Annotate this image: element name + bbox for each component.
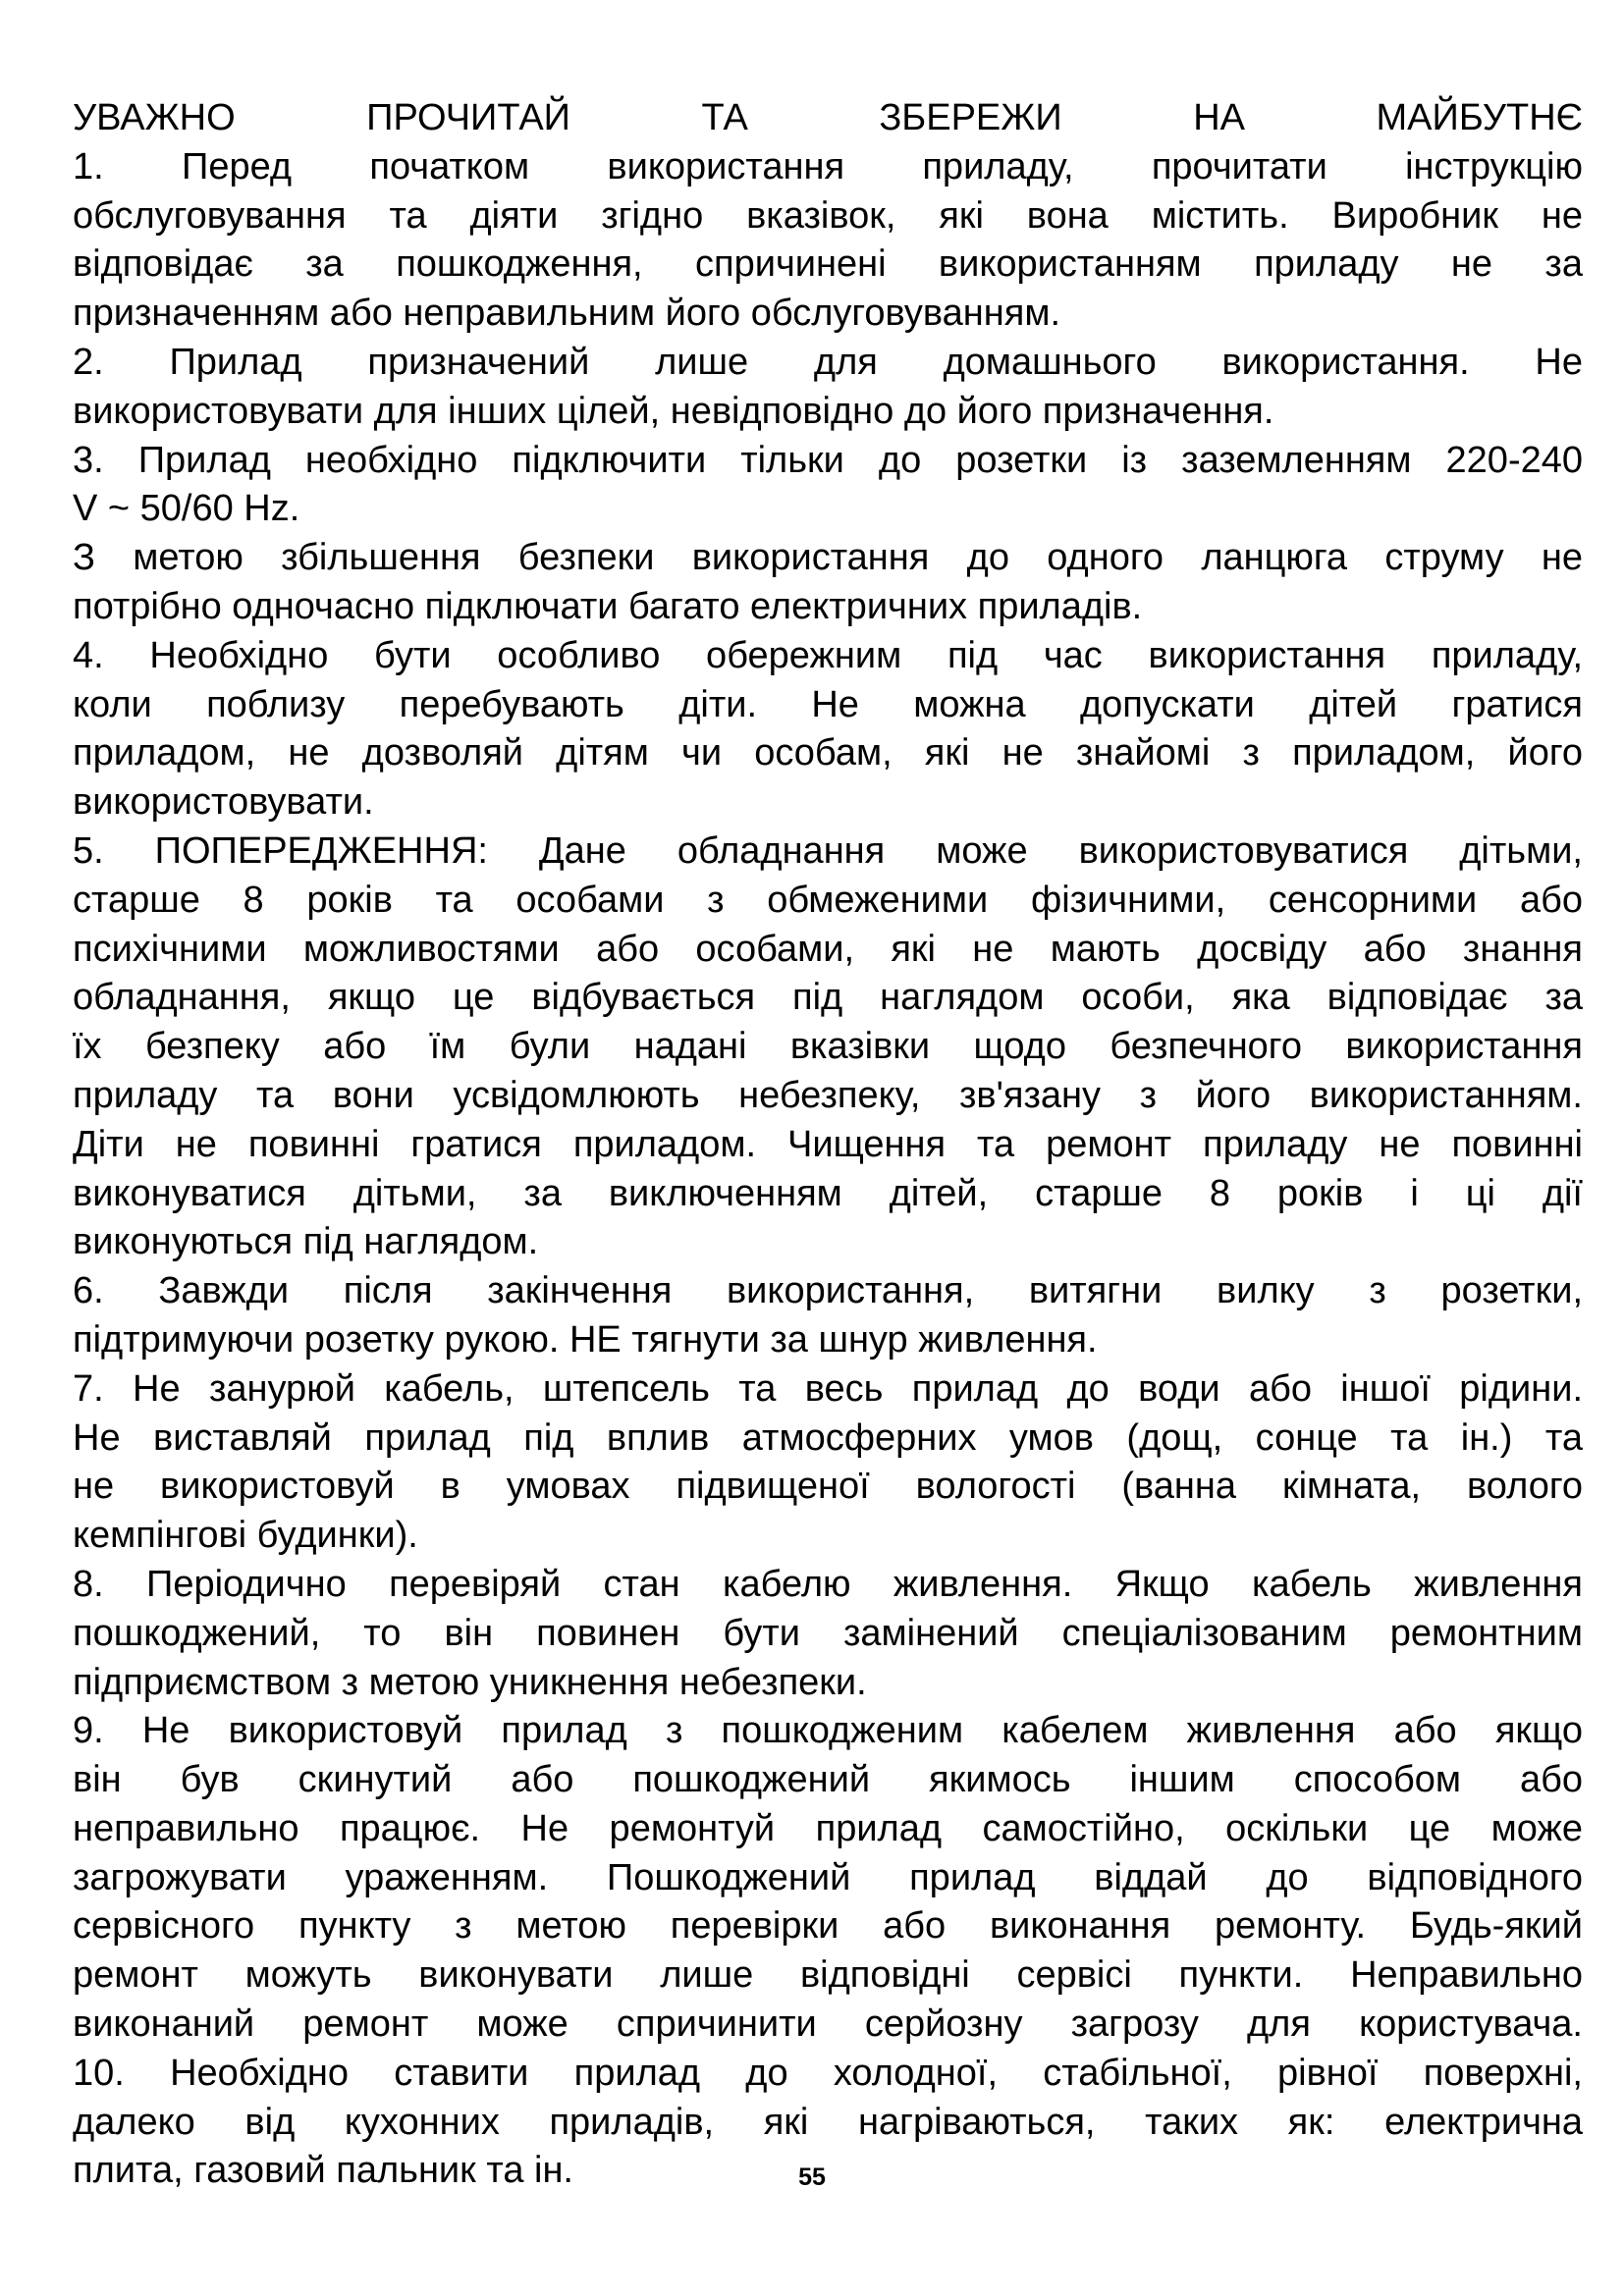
text-line: приладу та вони усвідомлюють небезпеку, зв'язану з його використанням.	[73, 1074, 1583, 1116]
text-line: він був скинутий або пошкоджений якимось іншим способом або	[73, 1759, 1583, 1801]
text-line: 6. Завжди після закінчення використання, витягни вилку з розетки,	[73, 1270, 1583, 1312]
text-line: 7. Не занурюй кабель, штепсель та весь прилад до води або іншої рідини.	[73, 1367, 1583, 1410]
text-line: відповідає за пошкодження, спричинені використанням приладу не за	[73, 243, 1583, 286]
text-line: пошкоджений, то він повинен бути замінений спеціалізованим ремонтним	[73, 1612, 1583, 1654]
text-line: призначенням або неправильним його обслуговуванням.	[73, 293, 1060, 335]
text-line: виконуватися дітьми, за виключенням дітей, старше 8 років і ці дії	[73, 1172, 1583, 1214]
text-line: використовувати.	[73, 781, 374, 824]
text-line: не використовуй в умовах підвищеної вологості (ванна кімната, волого	[73, 1466, 1583, 1508]
text-line: 2. Прилад призначений лише для домашнього використання. Не	[73, 341, 1583, 383]
text-line: 8. Періодично перевіряй стан кабелю живлення. Якщо кабель живлення	[73, 1563, 1583, 1605]
text-line: старше 8 років та особами з обмеженими фізичними, сенсорними або	[73, 879, 1583, 921]
text-line: 5. ПОПЕРЕДЖЕННЯ: Дане обладнання може використовуватися дітьми,	[73, 829, 1583, 872]
text-line: ремонт можуть виконувати лише відповідні сервісі пункти. Неправильно	[73, 1954, 1583, 1997]
text-line: психічними можливостями або особами, які не мають досвіду або знання	[73, 928, 1583, 970]
text-line: Не виставляй прилад під вплив атмосферних умов (дощ, сонце та ін.) та	[73, 1416, 1583, 1459]
text-line: їх безпеку або їм були надані вказівки щодо безпечного використання	[73, 1026, 1583, 1068]
text-line: сервісного пункту з метою перевірки або виконання ремонту. Будь-який	[73, 1905, 1583, 1948]
text-line: використовувати для інших цілей, невідповідно до його призначення.	[73, 390, 1274, 432]
text-line: кемпінгові будинки).	[73, 1515, 418, 1557]
text-line: 3. Прилад необхідно підключити тільки до розетки із заземленням 220-240	[73, 439, 1583, 481]
text-line: виконаний ремонт може спричинити серйозну загрозу для користувача.	[73, 2003, 1583, 2046]
text-line: підтримуючи розетку рукою. НЕ тягнути за шнур живлення.	[73, 1318, 1098, 1361]
text-line: 1. Перед початком використання приладу, прочитати інструкцію	[73, 145, 1583, 187]
text-line: загрожувати ураженням. Пошкоджений прилад віддай до відповідного	[73, 1856, 1583, 1898]
text-line: 10. Необхідно ставити прилад до холодної, стабільної, рівної поверхні,	[73, 2052, 1583, 2094]
text-line: виконуються під наглядом.	[73, 1221, 539, 1263]
text-line: Діти не повинні гратися приладом. Чищення та ремонт приладу не повинні	[73, 1123, 1583, 1165]
text-line: плита, газовий пальник та ін.	[73, 2150, 573, 2192]
text-line: V ~ 50/60 Hz.	[73, 488, 300, 530]
text-line: коли поблизу перебувають діти. Не можна допускати дітей гратися	[73, 683, 1583, 725]
text-line: обладнання, якщо це відбувається під наглядом особи, яка відповідає за	[73, 977, 1583, 1019]
text-line: 9. Не використовуй прилад з пошкодженим кабелем живлення або якщо	[73, 1710, 1583, 1752]
text-line: підприємством з метою уникнення небезпеки.	[73, 1661, 867, 1703]
text-line: неправильно працює. Не ремонтуй прилад самостійно, оскільки це може	[73, 1807, 1583, 1849]
text-line: 4. Необхідно бути особливо обережним під час використання приладу,	[73, 634, 1583, 676]
text-line: З метою збільшення безпеки використання до одного ланцюга струму не	[73, 537, 1583, 579]
text-line: приладом, не дозволяй дітям чи особам, які не знайомі з приладом, його	[73, 732, 1583, 774]
document-body	[73, 94, 1583, 2196]
heading-line: УВАЖНО ПРОЧИТАЙ ТА ЗБЕРЕЖИ НА МАЙБУТНЄ	[73, 97, 1583, 138]
text-line: потрібно одночасно підключати багато електричних приладів.	[73, 585, 1143, 627]
text-line: обслуговування та діяти згідно вказівок, які вона містить. Виробник не	[73, 194, 1583, 237]
text-line: далеко від кухонних приладів, які нагріваються, таких як: електрична	[73, 2101, 1583, 2143]
page-number: 55	[798, 2163, 826, 2191]
